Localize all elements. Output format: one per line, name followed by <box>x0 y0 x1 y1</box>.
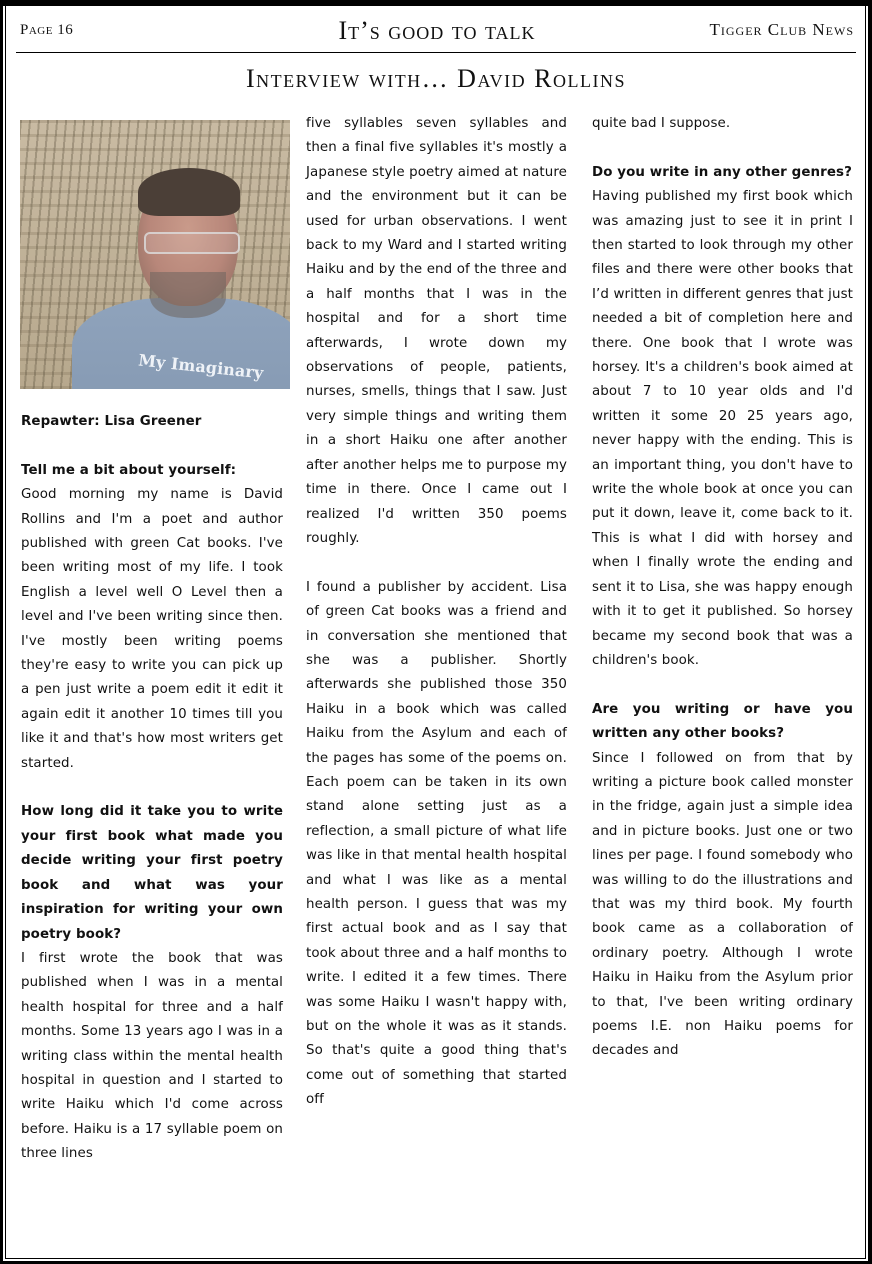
answer-3: Having published my first book which was amazing just to see it in print I then started to look through my other files and there were other books that I’d written in different genres that just needed a bit of completion here and there. One book that I wrote was horsey. It's a children's book aimed at about 7 to 10 year olds and I'd written it some 20 25 years ago, never happy with the ending. This is an important thing, you don't have to write the whole book at once you can put it down, leave it, come back to it. This is what I did with horsey and when I finally wrote the ending and sent it to Lisa, she was happy enough with it to get it published. So horsey became my second book that was a children's book. <box>592 189 853 668</box>
page-border-top <box>0 0 872 6</box>
answer-1: Good morning my name is David Rollins and I'm a poet and author published with green Cat books. I've been writing most of my life. I took English a level well O Level then a level and I've been writing since then. I've mostly been writing poems they're easy to write you can pick up a pen just write a poem edit it edit it again edit it another 10 times till you like it and that's how most writers get started. <box>21 487 283 771</box>
question-2: How long did it take you to write your first book what made you decide writing your first poetry book and what was your inspiration for writing your own poetry book? <box>21 804 283 942</box>
question-3: Do you write in any other genres? <box>592 164 852 180</box>
answer-2-part-1: I first wrote the book that was published when I was in a mental health hospital for three and a half months. Some 13 years ago I was in a writing class within the mental health hospital in question and I started to write Haiku which I'd come across before. Haiku is a 17 syllable poem on three lines <box>21 950 283 1162</box>
page-border-left <box>0 0 3 1264</box>
page-border-right-inner <box>865 6 866 1258</box>
publication-name: Tigger Club News <box>709 20 854 39</box>
page-border-left-inner <box>5 6 6 1258</box>
article-column-3 <box>592 112 853 1064</box>
reporter-credit: Repawter: Lisa Greener <box>21 414 202 429</box>
answer-2-part-4: quite bad I suppose. <box>592 116 731 131</box>
article-title: Interview with… David Rollins <box>246 64 626 93</box>
page-header <box>20 14 854 50</box>
photo-glasses <box>144 232 240 254</box>
answer-4: Since I followed on from that by writing a picture book called monster in the fridge, again just a simple idea and in picture books. Just one or two lines per page. I found somebody who was willing to do the illustrations and that was my third book. My fourth book came as a collaboration of ordinary poetry. Although I wrote Haiku in Haiku from the Asylum prior to that, I've been writing ordinary poems I.E. non Haiku poems for decades and <box>592 750 853 1059</box>
answer-2-part-2: five syllables seven syllables and then a final five syllables it's mostly a Japanese style poetry aimed at nature and the environment but it can be used for urban observations. I went back to my Ward and I started writing Haiku and by the end of the three and a half months that I was in the hospital and for a short time afterwards, I wrote down my observations of people, patients, nurses, smells, things that I saw. Just very simple things and writing them in a short Haiku one after another after another helps me to purpose my time in there. Once I came out I realized I'd written 350 poems roughly. <box>306 116 567 546</box>
page-border-bottom-inner <box>5 1258 866 1259</box>
photo-beard <box>150 272 226 318</box>
article-column-1 <box>21 112 283 1167</box>
photo-hair <box>138 168 240 216</box>
header-divider <box>16 52 856 53</box>
article-column-2 <box>306 112 567 1113</box>
section-title: It’s good to talk <box>338 16 536 45</box>
page-border-right <box>868 0 872 1264</box>
photo-shirt-text: My Imaginary <box>137 350 265 383</box>
answer-2-part-3: I found a publisher by accident. Lisa of green Cat books was a friend and in conversation she mentioned that she was a publisher. Shortly afterwards she published those 350 Haiku in a book which was called Haiku from the Asylum and each of the pages has some of the poems on. Each poem can be taken in its own stand alone setting just as a reflection, a small picture of what life was like in that mental health hospital and what I was like as a mental health person. I guess that was my first actual book and as I say that took about three and a half months to write. I edited it a few times. There was some Haiku I wasn't happy with, but on the whole it was as it stands. So that's quite a good thing that's come out of something that started off <box>306 579 567 1108</box>
page-number: Page 16 <box>20 22 74 38</box>
question-1: Tell me a bit about yourself: <box>21 462 237 478</box>
author-photo <box>20 120 290 389</box>
question-4: Are you writing or have you written any other books? <box>592 701 853 742</box>
